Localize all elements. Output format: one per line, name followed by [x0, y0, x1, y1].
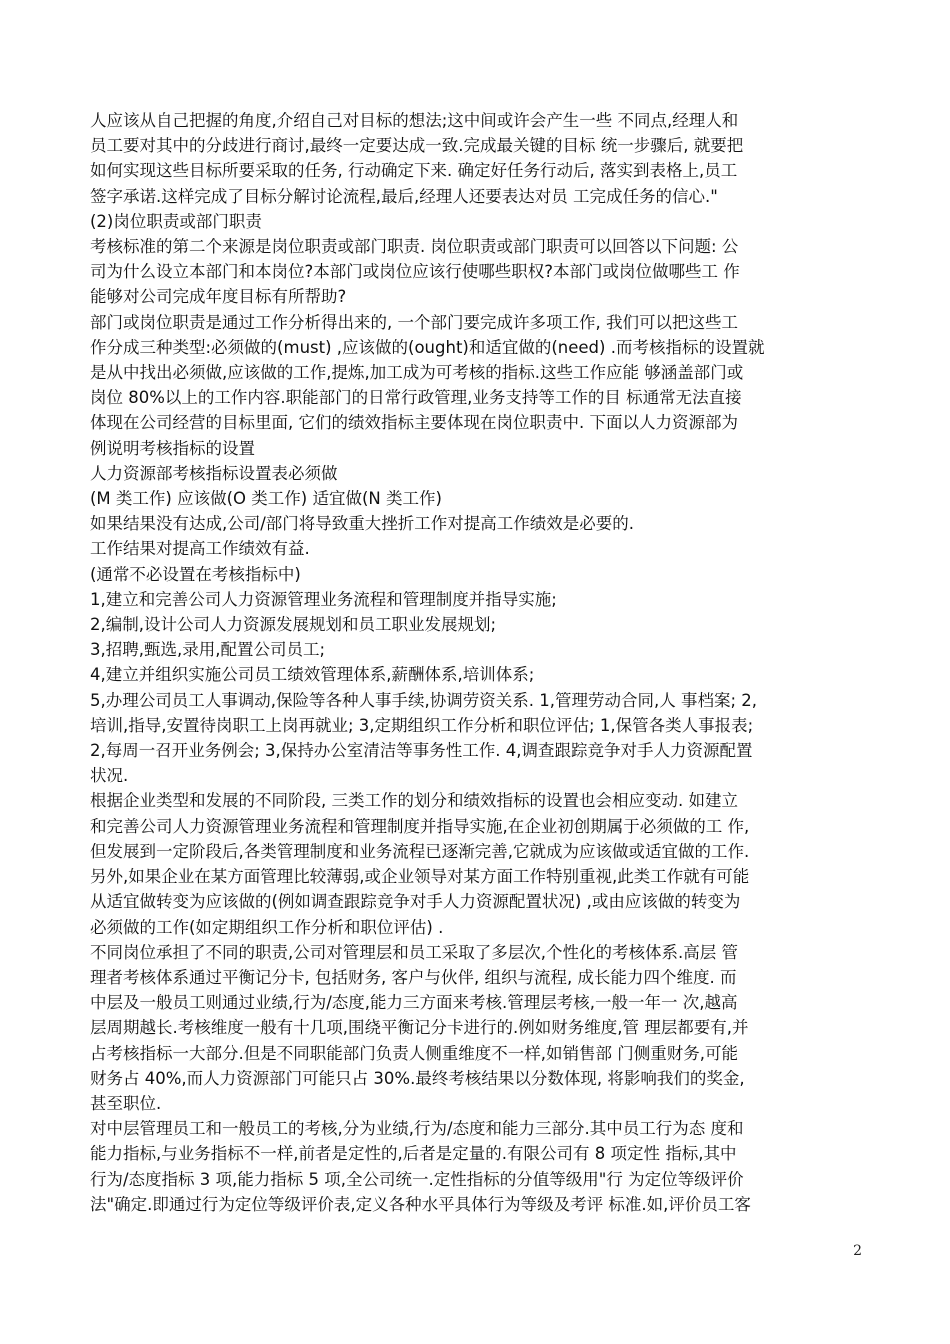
text-line: 根据企业类型和发展的不同阶段, 三类工作的划分和绩效指标的设置也会相应变动. 如建立 [90, 791, 738, 811]
text-line: 甚至职位. [90, 1093, 162, 1113]
text-line: 占考核指标一大部分.但是不同职能部门负责人侧重维度不一样,如销售部 门侧重财务,可能 [90, 1043, 738, 1063]
text-line: 例说明考核指标的设置 [90, 438, 255, 458]
text-line: 另外,如果企业在某方面管理比较薄弱,或企业领导对某方面工作特别重视,此类工作就有可能 [90, 867, 750, 887]
text-line: 和完善公司人力资源管理业务流程和管理制度并指导实施,在企业初创期属于必须做的工 作, [90, 816, 750, 836]
text-line: 行为/态度指标 3 项,能力指标 5 项,全公司统一.定性指标的分值等级用"行 为定位等级评价 [90, 1169, 744, 1189]
page-number: 2 [853, 1243, 862, 1259]
text-line: 5,办理公司员工人事调动,保险等各种人事手续,协调劳资关系. 1,管理劳动合同,人 事档案; 2, [90, 690, 758, 710]
text-line: (2)岗位职责或部门职责 [90, 211, 262, 231]
text-line: 部门或岗位职责是通过工作分析得出来的, 一个部门要完成许多项工作, 我们可以把这些工 [90, 312, 738, 332]
text-line: 司为什么设立本部门和本岗位?本部门或岗位应该行使哪些职权?本部门或岗位做哪些工 作 [90, 262, 740, 282]
text-line: 但发展到一定阶段后,各类管理制度和业务流程已逐渐完善,它就成为应该做或适宜做的工作. [90, 841, 750, 861]
text-line: 岗位 80%以上的工作内容.职能部门的日常行政管理,业务支持等工作的目 标通常无法直接 [90, 388, 742, 408]
text-line: 如果结果没有达成,公司/部门将导致重大挫折工作对提高工作绩效是必要的. [90, 514, 635, 534]
text-line: 人应该从自己把握的角度,介绍自己对目标的想法;这中间或许会产生一些 不同点,经理人和 [90, 111, 739, 130]
text-line: 是从中找出必须做,应该做的工作,提炼,加工成为可考核的指标.这些工作应能 够涵盖部门或 [90, 363, 744, 383]
text-line: 作分成三种类型:必须做的(must) ,应该做的(ought)和适宜做的(need) .而考核指标的设置就 [90, 337, 765, 357]
body-text [90, 108, 856, 1217]
text-line: 工作结果对提高工作绩效有益. [90, 539, 310, 559]
text-line: 财务占 40%,而人力资源部门可能只占 30%.最终考核结果以分数体现, 将影响我们的奖金, [90, 1068, 745, 1088]
text-line: 员工要对其中的分歧进行商讨,最终一定要达成一致.完成最关键的目标 统一步骤后, 就要把 [90, 136, 744, 156]
text-line: 不同岗位承担了不同的职责,公司对管理层和员工采取了多层次,个性化的考核体系.高层 管 [90, 942, 738, 962]
text-line: 能够对公司完成年度目标有所帮助? [90, 287, 347, 307]
text-line: 如何实现这些目标所要采取的任务, 行动确定下来. 确定好任务行动后, 落实到表格上,员工 [90, 161, 738, 181]
text-line: 4,建立并组织实施公司员工绩效管理体系,薪酬体系,培训体系; [90, 665, 535, 685]
text-line: 法"确定.即通过行为定位等级评价表,定义各种水平具体行为等级及考评 标准.如,评价员工客 [90, 1194, 751, 1214]
text-line: 理者考核体系通过平衡记分卡, 包括财务, 客户与伙伴, 组织与流程, 成长能力四个维度. 而 [90, 967, 737, 987]
text-line: 3,招聘,甄选,录用,配置公司员工; [90, 640, 326, 660]
text-line: 中层及一般员工则通过业绩,行为/态度,能力三方面来考核.管理层考核,一般一年一 次,越高 [90, 993, 738, 1013]
text-line: 人力资源部考核指标设置表必须做 [90, 463, 338, 483]
text-line: 2,每周一召开业务例会; 3,保持办公室清洁等事务性工作. 4,调查跟踪竞争对手人力资源配置 [90, 741, 753, 761]
text-line: 1,建立和完善公司人力资源管理业务流程和管理制度并指导实施; [90, 589, 557, 609]
text-line: 对中层管理员工和一般员工的考核,分为业绩,行为/态度和能力三部分.其中员工行为态 度和 [90, 1119, 744, 1139]
text-line: 2,编制,设计公司人力资源发展规划和员工职业发展规划; [90, 615, 497, 635]
text-line: 能力指标,与业务指标不一样,前者是定性的,后者是定量的.有限公司有 8 项定性 指标,其中 [90, 1144, 737, 1164]
text-line: 层周期越长.考核维度一般有十几项,围绕平衡记分卡进行的.例如财务维度,管 理层都要有,并 [90, 1018, 749, 1038]
text-line: 培训,指导,安置待岗职工上岗再就业; 3,定期组织工作分析和职位评估; 1,保管各类人事报表; [90, 715, 754, 735]
text-line: 状况. [90, 766, 129, 786]
text-line: (通常不必设置在考核指标中) [90, 564, 301, 584]
text-line: 考核标准的第二个来源是岗位职责或部门职责. 岗位职责或部门职责可以回答以下问题: 公 [90, 237, 739, 257]
text-line: 体现在公司经营的目标里面, 它们的绩效指标主要体现在岗位职责中. 下面以人力资源部为 [90, 413, 738, 433]
text-line: 必须做的工作(如定期组织工作分析和职位评估) . [90, 917, 444, 937]
text-line: (M 类工作) 应该做(O 类工作) 适宜做(N 类工作) [90, 489, 442, 509]
text-line: 从适宜做转变为应该做的(例如调查跟踪竞争对手人力资源配置状况) ,或由应该做的转变为 [90, 892, 741, 912]
text-line: 签字承诺.这样完成了目标分解讨论流程,最后,经理人还要表达对员 工完成任务的信心." [90, 186, 718, 206]
